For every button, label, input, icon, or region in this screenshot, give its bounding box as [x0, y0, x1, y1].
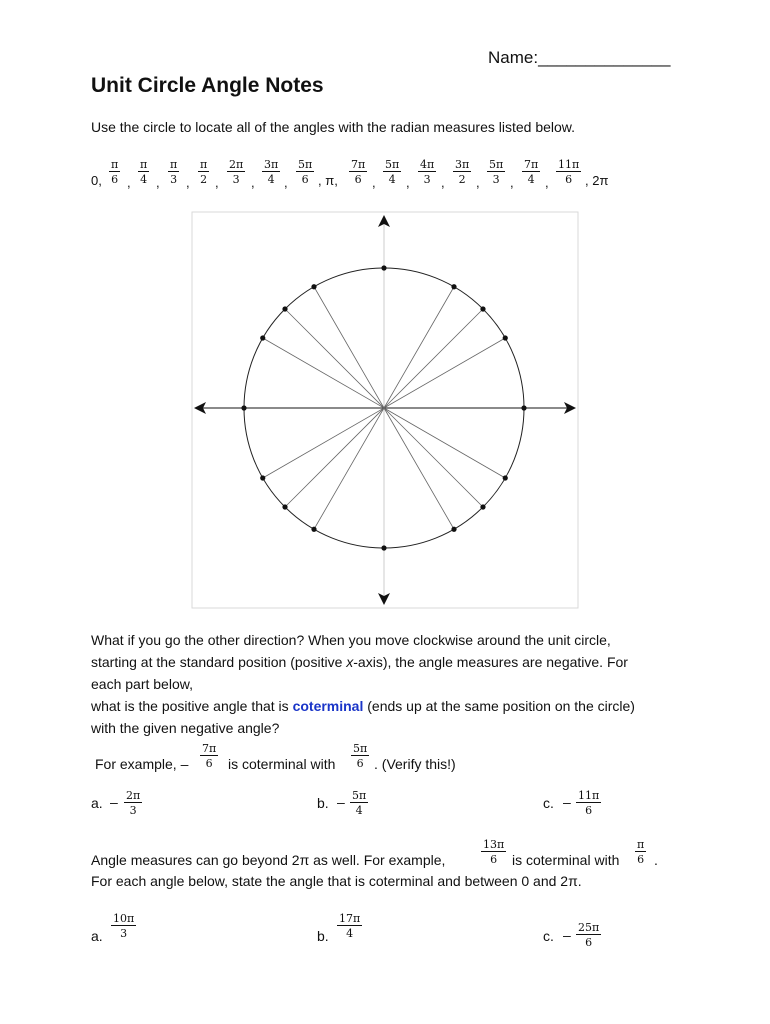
- angle-point: [311, 284, 316, 289]
- problem-fraction: $\frac{25\pi}{6}$: [578, 921, 600, 949]
- problem-fraction: $\frac{17\pi}{4}$: [339, 912, 361, 940]
- angle-spoke: [285, 309, 384, 408]
- unit-circle-diagram: [190, 210, 580, 610]
- angle-spoke: [384, 408, 454, 529]
- beyond-text: Angle measures can go beyond 2π as well. For example,: [91, 852, 446, 868]
- angle-spoke: [314, 408, 384, 529]
- angle-fraction: $\frac{5\pi}{3}$: [489, 158, 504, 186]
- angle-fraction: $\frac{\pi}{2}$: [200, 158, 208, 186]
- problem-label: a.: [91, 795, 103, 811]
- angle-spoke: [384, 408, 483, 507]
- angle-spoke: [285, 408, 384, 507]
- problem-label: c.: [543, 795, 554, 811]
- angle-point: [521, 405, 526, 410]
- angle-point: [451, 527, 456, 532]
- angle-fraction: $\frac{7\pi}{4}$: [524, 158, 539, 186]
- problem-label: c.: [543, 928, 554, 944]
- angle-point: [451, 284, 456, 289]
- angle-point: [381, 265, 386, 270]
- problem-fraction: $\frac{11\pi}{6}$: [578, 789, 600, 817]
- example-fraction: $\frac{5\pi}{6}$: [353, 742, 368, 770]
- angle-fraction: $\frac{2\pi}{3}$: [229, 158, 244, 186]
- negative-instructions: What if you go the other direction? When you move clockwise around the unit circle, starting at the standard position (positive x-axis), the angle measures are negative. For each part below, what is the positive angle that is coterminal (ends up at the same position on the circle) with the given negative angle?: [91, 632, 635, 736]
- angle-point: [282, 306, 287, 311]
- angle-fraction: $\frac{5\pi}{4}$: [385, 158, 400, 186]
- beyond-instructions: For each angle below, state the angle that is coterminal and between 0 and 2π.: [91, 873, 582, 889]
- problem-fraction: $\frac{5\pi}{4}$: [352, 789, 367, 817]
- problem-label: b.: [317, 795, 329, 811]
- angle-point: [260, 475, 265, 480]
- angle-list: 0, $\frac{\pi}{6}$ , $\frac{\pi}{4}$ , $\frac{\pi}{3}$ , $\frac{\pi}{2}$ , $\frac{2\pi}{3}$ , $\frac{3\pi}{4}$ , $\frac{5\pi}{6}$ , π, $\frac{7\pi}{6}$ , $\frac{5\pi}{4}$ , $\frac{4\pi}{3}$ , $\frac{3\pi}{2}$ , $\frac{5\pi}{3}$ , $\frac{7\pi}{4}$ , $\frac{11\pi}{6}$ , 2π: [91, 155, 731, 195]
- example-negative-text: For example, –: [95, 756, 189, 772]
- angle-spoke: [263, 408, 384, 478]
- example-fraction: $\frac{\pi}{6}$: [637, 838, 645, 866]
- angle-spoke: [314, 287, 384, 408]
- angle-fraction: $\frac{11\pi}{6}$: [558, 158, 580, 186]
- angle-point: [241, 405, 246, 410]
- angle-spoke: [263, 338, 384, 408]
- angle-point: [260, 335, 265, 340]
- angle-spoke: [384, 309, 483, 408]
- angle-spoke: [384, 408, 505, 478]
- angle-fraction: $\frac{\pi}{6}$: [111, 158, 119, 186]
- angle-fraction: $\frac{3\pi}{2}$: [455, 158, 470, 186]
- angle-point: [282, 504, 287, 509]
- problem-label: b.: [317, 928, 329, 944]
- angle-point: [480, 306, 485, 311]
- angle-point: [480, 504, 485, 509]
- name-field[interactable]: Name:______________: [488, 48, 671, 67]
- angle-fraction: $\frac{5\pi}{6}$: [298, 158, 313, 186]
- angle-fraction: $\frac{4\pi}{3}$: [420, 158, 435, 186]
- coterminal-keyword: coterminal: [292, 698, 364, 714]
- problem-fraction: $\frac{2\pi}{3}$: [126, 789, 141, 817]
- angle-spoke: [384, 338, 505, 408]
- angle-fraction: $\frac{\pi}{3}$: [170, 158, 178, 186]
- angle-point: [311, 527, 316, 532]
- angle-point: [503, 335, 508, 340]
- page-title: Unit Circle Angle Notes: [91, 74, 324, 97]
- example-fraction: $\frac{13\pi}{6}$: [483, 838, 505, 866]
- angle-fraction: $\frac{7\pi}{6}$: [351, 158, 366, 186]
- angle-fraction: $\frac{\pi}{4}$: [140, 158, 148, 186]
- angle-spoke: [384, 287, 454, 408]
- intro-text: Use the circle to locate all of the angles with the radian measures listed below.: [91, 119, 576, 135]
- example-fraction: $\frac{7\pi}{6}$: [202, 742, 217, 770]
- problem-label: a.: [91, 928, 103, 944]
- problem-fraction: $\frac{10\pi}{3}$: [113, 912, 135, 940]
- angle-fraction: $\frac{3\pi}{4}$: [264, 158, 279, 186]
- angle-zero: 0,: [91, 173, 102, 188]
- angle-point: [381, 545, 386, 550]
- angle-point: [503, 475, 508, 480]
